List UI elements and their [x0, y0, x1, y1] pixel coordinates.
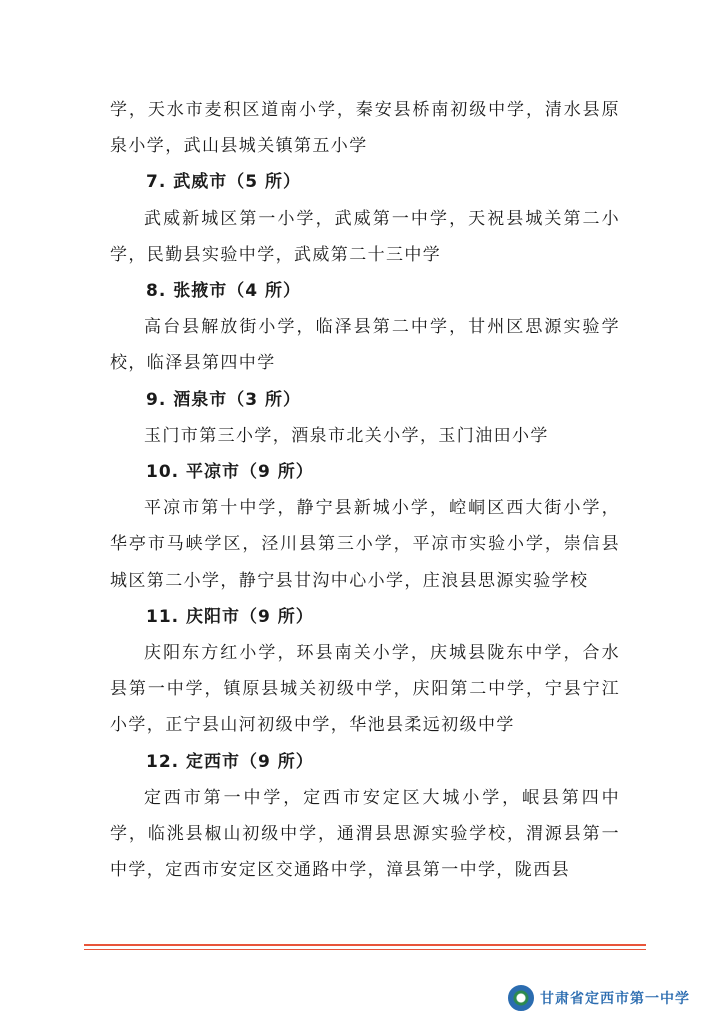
section-heading-qingyang: 11. 庆阳市（9 所）	[146, 606, 314, 627]
footer-divider-thin	[84, 949, 646, 950]
paragraph-dingxi-schools: 定西市第一中学，定西市安定区大城小学，岷县第四中学，临洮县椒山初级中学，通渭县思源实验学校，渭源县第一中学，定西市安定区交通路中学，漳县第一中学，陇西县	[110, 787, 620, 881]
paragraph-wuwei-schools: 武威新城区第一小学，武威第一中学，天祝县城关第二小学，民勤县实验中学，武威第二十三中学	[110, 208, 620, 265]
paragraph-zhangye-schools: 高台县解放街小学，临泽县第二中学，甘州区思源实验学校，临泽县第四中学	[110, 317, 620, 374]
school-emblem-icon	[508, 985, 534, 1011]
paragraph-continued: 学，天水市麦积区道南小学，秦安县桥南初级中学，清水县原泉小学，武山县城关镇第五小学	[110, 100, 620, 157]
section-heading-pingliang: 10. 平凉市（9 所）	[146, 462, 314, 483]
section-heading-dingxi: 12. 定西市（9 所）	[146, 751, 314, 772]
paragraph-jiuquan-schools: 玉门市第三小学，酒泉市北关小学，玉门油田小学	[144, 425, 549, 446]
section-heading-wuwei: 7. 武威市（5 所）	[146, 172, 301, 193]
page-footer	[508, 984, 690, 1012]
paragraph-qingyang-schools: 庆阳东方红小学，环县南关小学，庆城县陇东中学，合水县第一中学，镇原县城关初级中学，庆阳第二中学，宁县宁江小学，正宁县山河初级中学，华池县柔远初级中学	[110, 643, 620, 736]
section-heading-jiuquan: 9. 酒泉市（3 所）	[146, 389, 301, 410]
section-heading-zhangye: 8. 张掖市（4 所）	[146, 281, 301, 302]
footer-school-name: 甘肃省定西市第一中学	[540, 991, 690, 1007]
footer-divider-thick	[84, 944, 646, 946]
document-body	[110, 92, 620, 888]
paragraph-pingliang-schools: 平凉市第十中学，静宁县新城小学，崆峒区西大街小学，华亭市马峡学区，泾川县第三小学，平凉市实验小学，崇信县城区第二小学，静宁县甘沟中心小学，庄浪县思源实验学校	[110, 498, 620, 591]
